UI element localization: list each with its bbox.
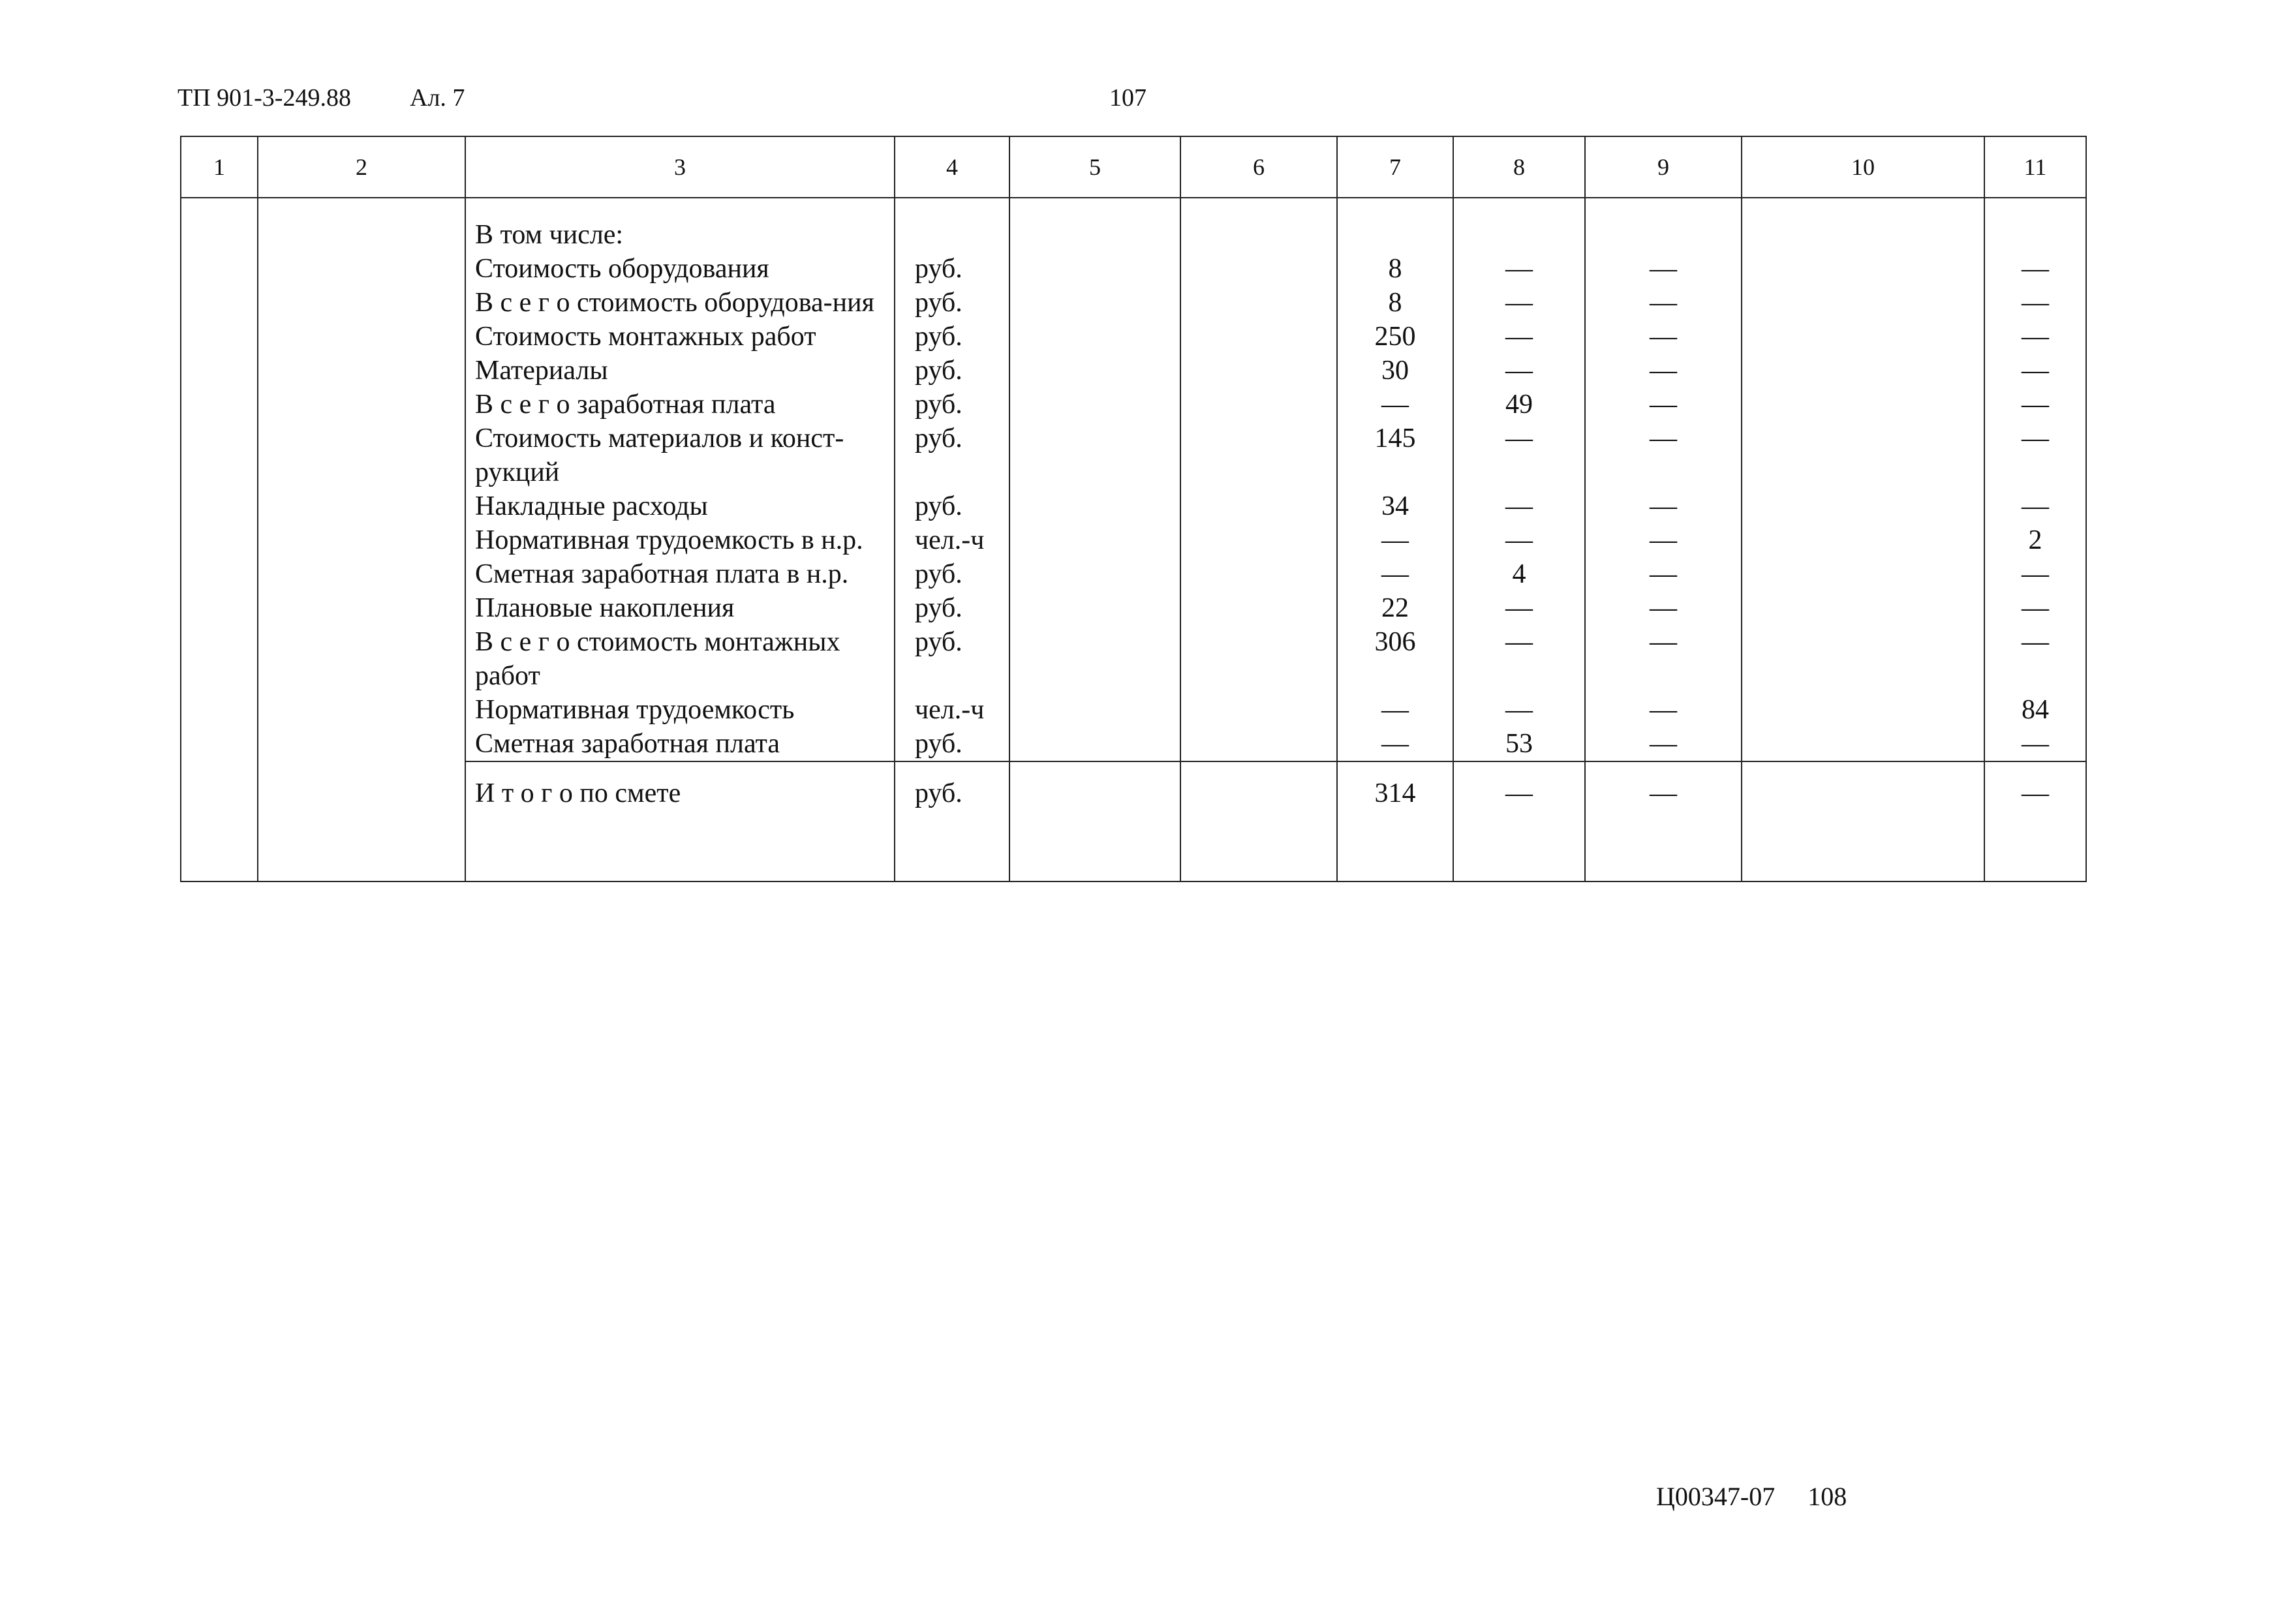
table-row [181,693,2086,727]
cell-col11: — [1984,591,2086,625]
empty-cell [1742,252,1984,286]
empty-cell [1742,761,1984,881]
empty-cell [1009,761,1180,881]
column-header: 7 [1337,136,1453,198]
empty-cell [258,761,465,881]
item-unit: руб. [895,421,1009,489]
empty-cell [181,625,258,693]
intro-row [181,198,2086,252]
cell-col7: — [1337,388,1453,421]
table-row [181,727,2086,761]
empty-cell [1742,354,1984,388]
item-name: Нормативная трудоемкость в н.р. [465,523,895,557]
table-row [181,421,2086,489]
empty-cell [1742,388,1984,421]
empty-cell [1742,320,1984,354]
item-unit: руб. [895,320,1009,354]
item-unit: руб. [895,557,1009,591]
column-header: 11 [1984,136,2086,198]
empty-cell [1742,523,1984,557]
cell-col7: 30 [1337,354,1453,388]
cell-col9: — [1585,421,1742,489]
intro-label: В том числе: [465,198,895,252]
cell-col8: 4 [1453,557,1585,591]
table-row [181,354,2086,388]
cell-col8: 53 [1453,727,1585,761]
item-name: И т о г о по смете [465,761,895,881]
empty-cell [258,727,465,761]
cell-col11: — [1984,320,2086,354]
table-row [181,625,2086,693]
item-name: В с е г о заработная плата [465,388,895,421]
empty-cell [1180,727,1337,761]
cell-col8: — [1453,693,1585,727]
table-row [181,286,2086,320]
empty-cell [181,252,258,286]
empty-cell [1180,591,1337,625]
cell-col7: 8 [1337,286,1453,320]
column-header: 6 [1180,136,1337,198]
empty-cell [258,523,465,557]
empty-cell [1180,354,1337,388]
empty-cell [1009,727,1180,761]
item-unit: руб. [895,252,1009,286]
item-unit: руб. [895,354,1009,388]
empty-cell [1009,591,1180,625]
empty-cell [181,761,258,881]
empty-cell [1180,252,1337,286]
empty-cell [1009,489,1180,523]
empty-cell [1180,286,1337,320]
cell-col8: — [1453,489,1585,523]
empty-cell [1009,354,1180,388]
empty-cell [258,286,465,320]
empty-cell [258,388,465,421]
empty-cell [1009,252,1180,286]
cell-col9: — [1585,354,1742,388]
empty-cell [1180,761,1337,881]
item-unit: руб. [895,591,1009,625]
empty-cell [258,489,465,523]
cell-col7: 314 [1337,761,1453,881]
table-row [181,557,2086,591]
empty-cell [181,489,258,523]
cell-col11: — [1984,489,2086,523]
item-unit: руб. [895,625,1009,693]
document-code: ТП 901-3-249.88 [177,84,351,112]
cell-col11: — [1984,286,2086,320]
cell-col11: — [1984,388,2086,421]
item-name: Стоимость материалов и конст-рукций [465,421,895,489]
empty-cell [1009,523,1180,557]
cell-col11: 2 [1984,523,2086,557]
empty-cell [258,591,465,625]
cell-col8: — [1453,252,1585,286]
empty-cell [1180,421,1337,489]
empty-cell [1009,421,1180,489]
empty-cell [1009,320,1180,354]
empty-cell [1742,286,1984,320]
empty-cell [1180,489,1337,523]
empty-cell [1742,489,1984,523]
page-footer [1656,1481,1847,1512]
cell-col8: — [1453,761,1585,881]
item-name: Стоимость оборудования [465,252,895,286]
cell-col11: — [1984,252,2086,286]
table-row [181,523,2086,557]
item-name: Материалы [465,354,895,388]
empty-cell [1180,693,1337,727]
empty-cell [1009,557,1180,591]
cell-col8: — [1453,523,1585,557]
empty-cell [1009,625,1180,693]
empty-cell [1009,693,1180,727]
table-row [181,591,2086,625]
cell-col7: 250 [1337,320,1453,354]
item-name: В с е г о стоимость оборудова-ния [465,286,895,320]
empty-cell [1742,727,1984,761]
empty-cell [181,354,258,388]
empty-cell [258,252,465,286]
table-row [181,388,2086,421]
item-unit: чел.-ч [895,693,1009,727]
cell-col9: — [1585,286,1742,320]
empty-cell [181,693,258,727]
cell-col11: — [1984,727,2086,761]
item-unit: руб. [895,489,1009,523]
empty-cell [1009,286,1180,320]
empty-cell [181,388,258,421]
empty-cell [1742,693,1984,727]
table-row [181,320,2086,354]
cell-col7: 306 [1337,625,1453,693]
cell-col8: — [1453,354,1585,388]
cell-col9: — [1585,591,1742,625]
empty-cell [1742,591,1984,625]
cell-col9: — [1585,727,1742,761]
item-name: Плановые накопления [465,591,895,625]
cell-col9: — [1585,523,1742,557]
empty-cell [181,320,258,354]
cell-col11: 84 [1984,693,2086,727]
cell-col7: 22 [1337,591,1453,625]
column-number-row [181,136,2086,198]
empty-cell [1180,557,1337,591]
empty-cell [258,354,465,388]
page-number: 107 [1109,84,1146,112]
empty-cell [258,625,465,693]
cell-col7: 8 [1337,252,1453,286]
cell-col7: — [1337,557,1453,591]
cell-col9: — [1585,320,1742,354]
column-header: 3 [465,136,895,198]
cell-col8: — [1453,625,1585,693]
item-unit: руб. [895,727,1009,761]
column-header: 10 [1742,136,1984,198]
table-body [181,198,2086,881]
cell-col7: 34 [1337,489,1453,523]
footer-code: Ц00347-07 [1656,1482,1776,1511]
column-header: 4 [895,136,1009,198]
cell-col11: — [1984,761,2086,881]
item-name: В с е г о стоимость монтажных работ [465,625,895,693]
cell-col11: — [1984,557,2086,591]
item-unit: руб. [895,761,1009,881]
empty-cell [1180,625,1337,693]
table-row [181,252,2086,286]
footer-page: 108 [1808,1482,1847,1511]
cell-col11: — [1984,354,2086,388]
item-name: Сметная заработная плата в н.р. [465,557,895,591]
empty-cell [181,421,258,489]
cell-col7: 145 [1337,421,1453,489]
empty-cell [258,421,465,489]
cell-col9: — [1585,388,1742,421]
cell-col9: — [1585,489,1742,523]
cell-col11: — [1984,421,2086,489]
cell-col8: — [1453,591,1585,625]
cell-col9: — [1585,557,1742,591]
cell-col8: — [1453,421,1585,489]
empty-cell [1009,388,1180,421]
item-unit: руб. [895,388,1009,421]
empty-cell [181,286,258,320]
empty-cell [258,320,465,354]
total-row [181,761,2086,881]
item-unit: руб. [895,286,1009,320]
cell-col7: — [1337,693,1453,727]
column-header: 8 [1453,136,1585,198]
cell-col7: — [1337,523,1453,557]
empty-cell [1180,320,1337,354]
empty-cell [1742,625,1984,693]
cell-col11: — [1984,625,2086,693]
column-header: 1 [181,136,258,198]
empty-cell [181,557,258,591]
item-name: Накладные расходы [465,489,895,523]
empty-cell [1180,523,1337,557]
empty-cell [1742,557,1984,591]
empty-cell [181,727,258,761]
sheet-label: Ал. 7 [410,84,465,112]
item-name: Сметная заработная плата [465,727,895,761]
empty-cell [1742,421,1984,489]
cell-col8: — [1453,286,1585,320]
empty-cell [258,693,465,727]
table-row [181,489,2086,523]
empty-cell [181,523,258,557]
empty-cell [1180,388,1337,421]
column-header: 2 [258,136,465,198]
cell-col9: — [1585,625,1742,693]
cell-col8: — [1453,320,1585,354]
item-name: Стоимость монтажных работ [465,320,895,354]
cell-col9: — [1585,252,1742,286]
cell-col9: — [1585,693,1742,727]
column-header: 5 [1009,136,1180,198]
empty-cell [181,591,258,625]
cell-col7: — [1337,727,1453,761]
cell-col8: 49 [1453,388,1585,421]
column-header: 9 [1585,136,1742,198]
estimate-table [180,136,2087,882]
item-unit: чел.-ч [895,523,1009,557]
cell-col9: — [1585,761,1742,881]
empty-cell [258,557,465,591]
item-name: Нормативная трудоемкость [465,693,895,727]
